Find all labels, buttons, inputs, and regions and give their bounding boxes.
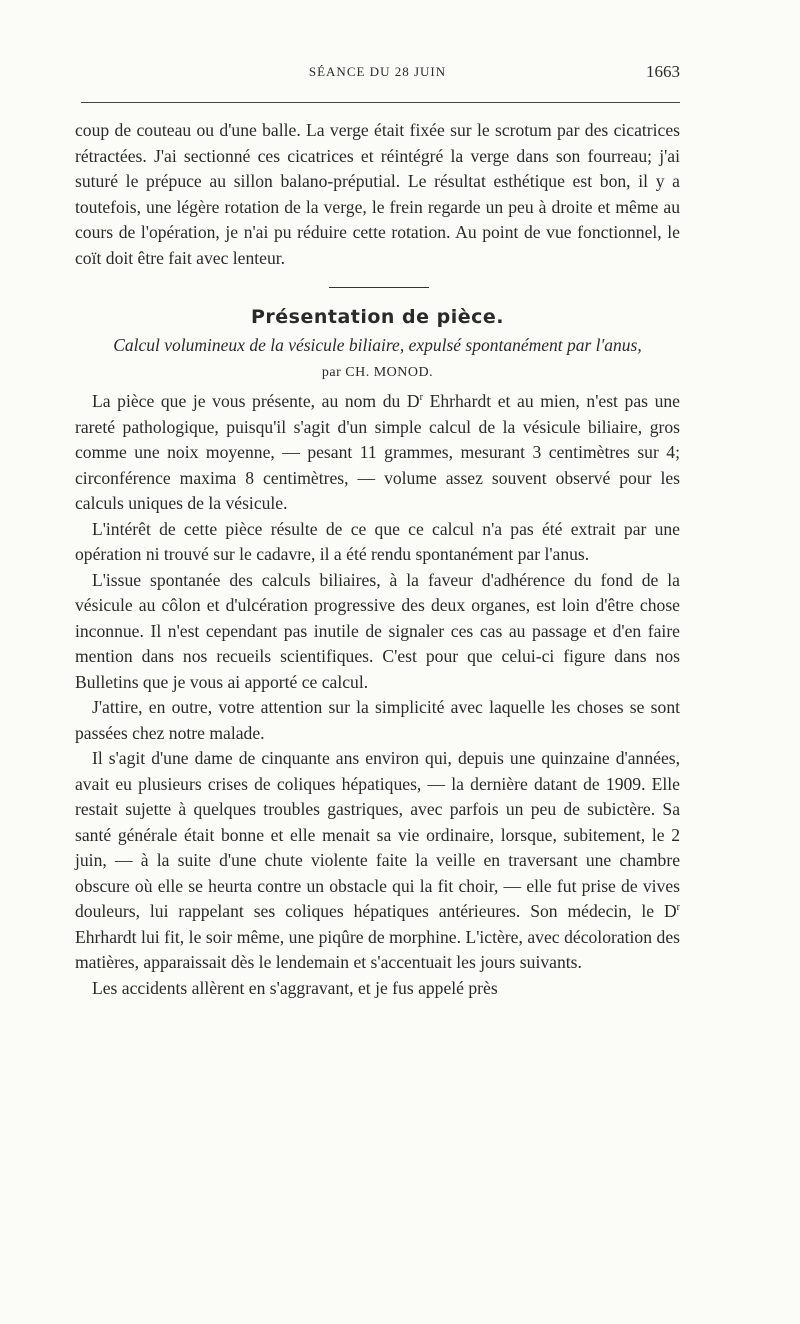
paragraph-5-text-a: Il s'agit d'une dame de cinquante ans environ qui, depuis une quinzaine d'années, avait eu plusieurs crises de coliques hépatiques, — la dernière datant de 1909. Elle restait sujette à quelques troubles gastriques, avec parfois un peu de subictère. Sa santé générale était bonne et elle menait sa vie ordinaire, lorsque, subitement, le 2 juin, — à la suite d'une chute violente faite la veille en traversant une chambre obscure où elle se heurta contre un obstacle qui la fit choir, — elle fut prise de vives douleurs, lui rappelant ses coliques hépatiques antérieures. Son médecin, le D xyxy=(75,748,680,921)
paragraph-4: J'attire, en outre, votre attention sur la simplicité avec laquelle les choses se sont passées chez notre malade. xyxy=(75,697,680,743)
paragraph-1-text-a: La pièce que je vous présente, au nom du D xyxy=(92,391,420,411)
body-text xyxy=(75,118,680,1001)
author-byline: par CH. MONOD. xyxy=(321,365,434,380)
paragraph-1-text-b: Ehrhardt et au mien, n'est pas une rareté pathologique, puisqu'il s'agit d'un simple calcul de la vésicule biliaire, gros comme une noix moyenne, — pesant 11 grammes, mesurant 3 centimètres sur 4; circonférence maxima 8 centimètres, — volume assez souvent observé pour les calculs uniques de la vésicule. xyxy=(75,391,680,513)
section-subtitle: Calcul volumineux de la vésicule biliaire, expulsé spontanément par l'anus, xyxy=(113,335,642,355)
paragraph-5-text-b: Ehrhardt lui fit, le soir même, une piqûre de morphine. L'ictère, avec décoloration des matières, apparaissait dès le lendemain et s'accentuait les jours suivants. xyxy=(75,926,680,972)
paragraph-6: Les accidents allèrent en s'aggravant, et je fus appelé près xyxy=(92,977,498,998)
continuation-paragraph: coup de couteau ou d'une balle. La verge était fixée sur le scrotum par des cicatrices rétractées. J'ai sectionné ces cicatrices et réintégré la verge dans son fourreau; j'ai suturé le prépuce au sillon balano-préputial. Le résultat esthétique est bon, il y a toutefois, une légère rotation de la verge, le frein regarde un peu à droite et même au cours de l'opération, je n'ai pu réduire cette rotation. Au point de vue fonctionnel, le coït doit être fait avec lenteur. xyxy=(75,120,680,268)
paragraph-3: L'issue spontanée des calculs biliaires, à la faveur d'adhérence du fond de la vésicule au côlon et d'ulcération progressive des deux organes, est loin d'être chose inconnue. Il n'est cependant pas inutile de signaler ces cas au passage et d'en faire mention dans nos recueils scientifiques. C'est pour que celui-ci figure dans nos Bulletins que je vous ai apporté ce calcul. xyxy=(75,569,680,692)
paragraph-1 xyxy=(75,389,680,517)
paragraph-5 xyxy=(75,746,680,976)
section-separator xyxy=(329,287,429,288)
page-number: 1663 xyxy=(646,62,680,81)
superscript-r: r xyxy=(419,392,423,404)
running-title: SÉANCE DU 28 JUIN xyxy=(308,64,447,79)
section-title: Présentation de pièce. xyxy=(250,306,505,328)
running-header xyxy=(75,62,680,86)
header-rule xyxy=(81,102,680,103)
paragraph-2: L'intérêt de cette pièce résulte de ce que ce calcul n'a pas été extrait par une opération ni trouvé sur le cadavre, il a été rendu spontanément par l'anus. xyxy=(75,518,680,564)
superscript-r: r xyxy=(676,902,680,914)
